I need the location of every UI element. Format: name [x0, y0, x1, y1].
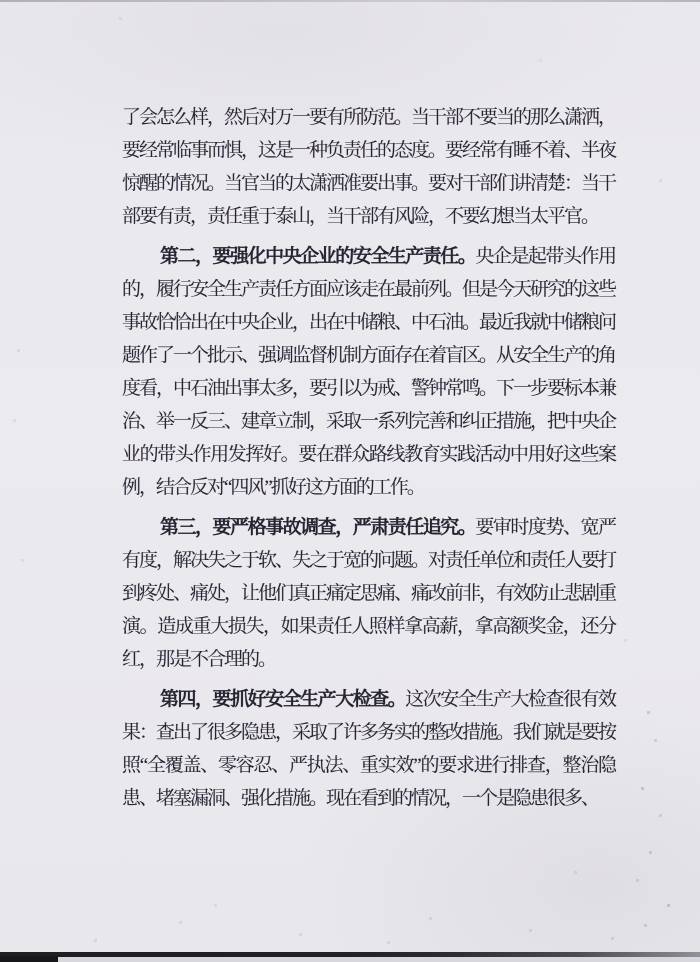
paragraph-3	[122, 511, 615, 676]
paragraph-1-text: 了会怎么样，然后对万一要有所防范。当干部不要当的那么潇洒，要经常临事而惧，这是一种负责任的态度。要经常有睡不着、半夜惊醒的情况。当官当的太潇洒准要出事。要对干部们讲清楚：当干部要有责，责任重于泰山，当干部有风险，不要幻想当太平官。	[122, 107, 616, 227]
paragraph-4	[122, 683, 615, 815]
paragraph-2	[122, 240, 615, 504]
paragraph-4-text: 这次安全生产大检查很有效果：查出了很多隐患，采取了许多务实的整改措施。我们就是要按照“全覆盖、零容忍、严执法、重实效”的要求进行排查，整治隐患、堵塞漏洞、强化措施。现在看到的情况，一个是隐患很多、	[122, 689, 616, 809]
scan-noise	[0, 0, 1, 1]
paragraph-4-lead: 第四，要抓好安全生产大检查。	[160, 689, 406, 710]
paragraph-3-text: 要审时度势、宽严有度，解决失之于软、失之于宽的问题。对责任单位和责任人要打到疼处、痛处，让他们真正痛定思痛、痛改前非，有效防止悲剧重演。造成重大损失，如果责任人照样拿高薪，拿高额奖金，还分红，那是不合理的。	[122, 517, 616, 670]
paragraph-1	[122, 101, 615, 233]
scan-edge-top	[0, 0, 700, 2]
paragraph-2-lead: 第二，要强化中央企业的安全生产责任。	[160, 246, 476, 267]
document-text	[122, 101, 615, 815]
paragraph-2-text: 央企是起带头作用的，履行安全生产责任方面应该走在最前列。但是今天研究的这些事故恰恰出在中央企业，出在中储粮、中石油。最近我就中储粮问题作了一个批示、强调监督机制方面存在着盲区。从安全生产的角度看，中石油出事太多，要引以为戒、警钟常鸣。下一步要标本兼治、举一反三、建章立制，采取一系列完善和纠正措施，把中央企业的带头作用发挥好。要在群众路线教育实践活动中用好这些案例，结合反对“四风”抓好这方面的工作。	[122, 246, 616, 498]
paragraph-3-lead: 第三，要严格事故调查，严肃责任追究。	[160, 517, 476, 538]
scan-corner-mark	[0, 956, 58, 962]
scan-edge-bottom-light	[0, 957, 700, 962]
